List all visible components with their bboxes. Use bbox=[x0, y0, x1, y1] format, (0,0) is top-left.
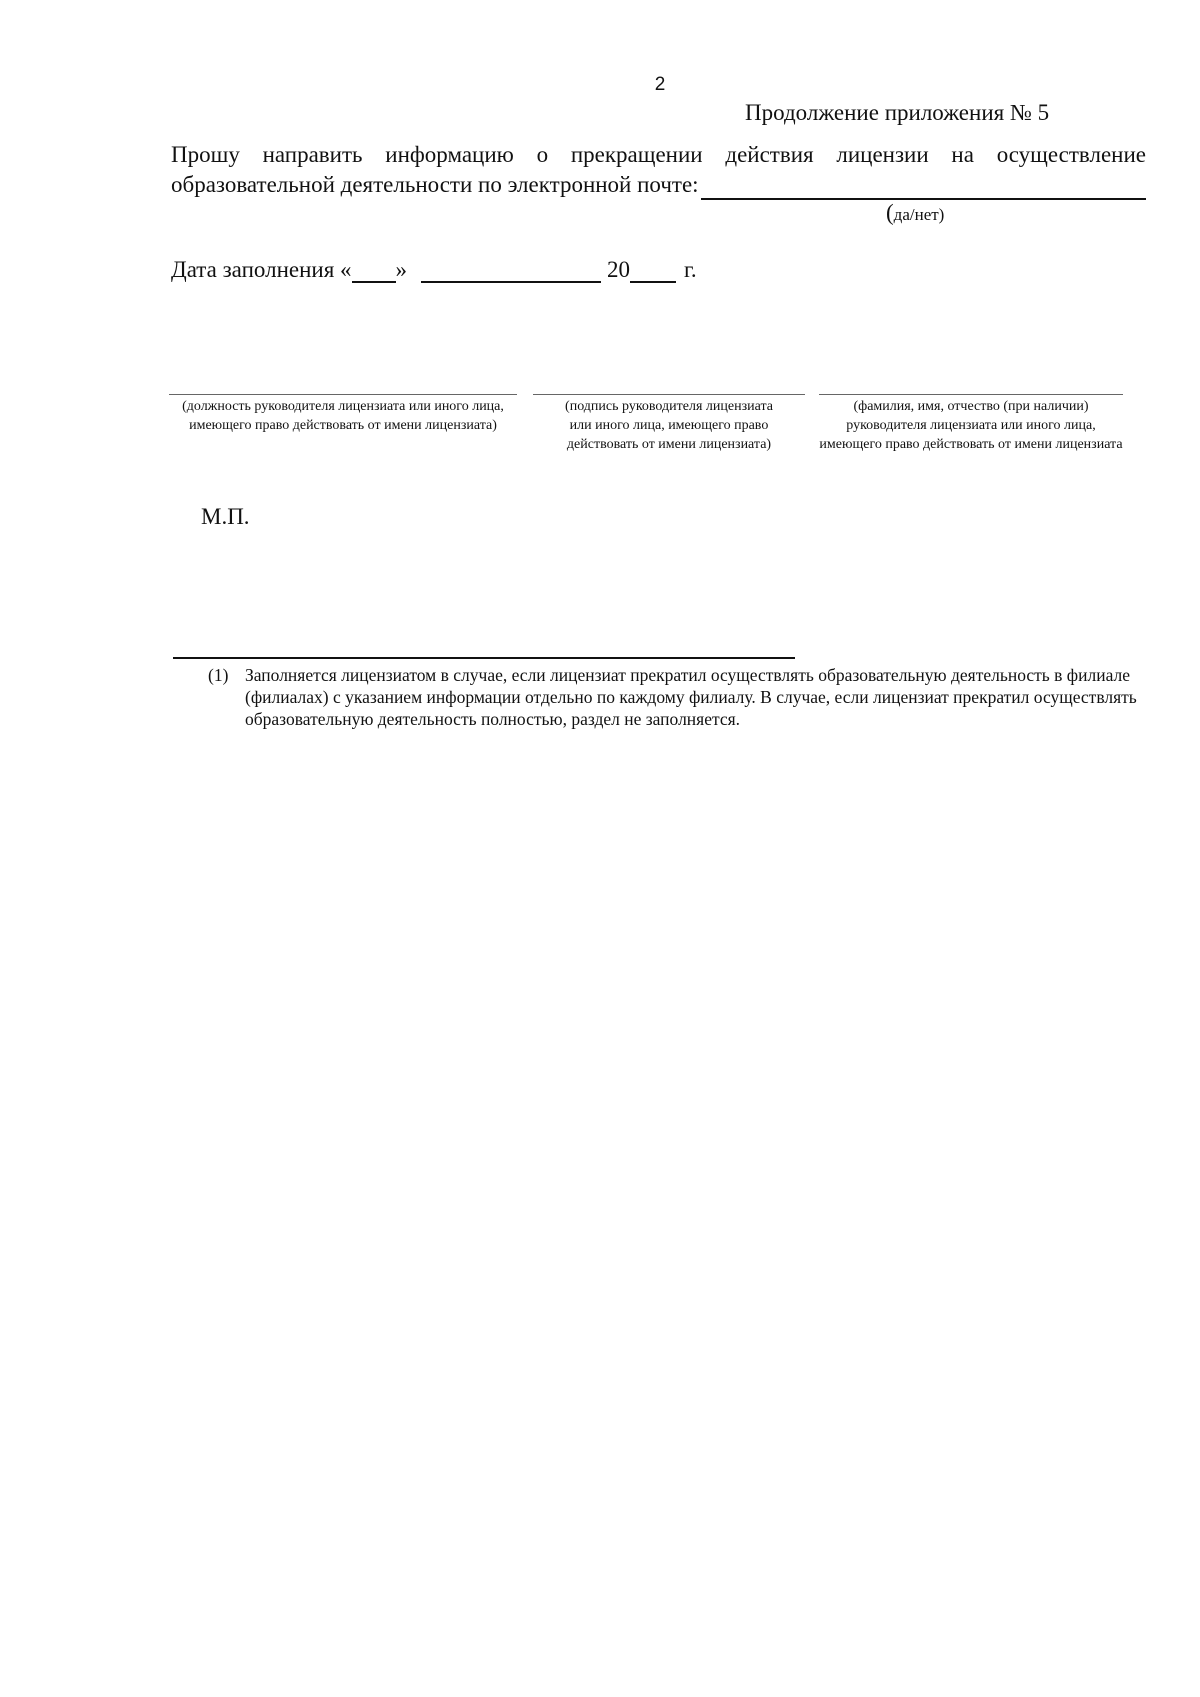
signature-column-position bbox=[169, 394, 517, 435]
month-field[interactable] bbox=[421, 261, 601, 283]
fullname-caption: (фамилия, имя, отчество (при наличии) руководителя лицензиата или иного лица, имеющего право действовать от имени лицензиата bbox=[819, 399, 1123, 452]
yes-no-label: да/нет) bbox=[893, 205, 945, 224]
stamp-label: М.П. bbox=[201, 504, 250, 529]
fill-date-row bbox=[171, 257, 697, 283]
fullname-field[interactable] bbox=[819, 394, 1123, 395]
footnote-text: Заполняется лицензиатом в случае, если лицензиат прекратил осуществлять образовательную деятельность в филиале (филиалах) с указанием информации отдельно по каждому филиалу. В случае, если лицензиат прекратил осуществлять образовательную деятельность полностью, раздел не заполняется. bbox=[245, 665, 1137, 729]
signature-caption: (подпись руководителя лицензиата или иного лица, имеющего право действовать от имени лицензиата) bbox=[565, 399, 773, 452]
year-suffix: г. bbox=[684, 257, 697, 282]
fill-date-close-quote: » bbox=[395, 257, 408, 282]
appendix-label: Продолжение приложения № 5 bbox=[745, 100, 1050, 125]
request-line-2-text: образовательной деятельности по электронной почте: bbox=[171, 172, 699, 197]
page-number: 2 bbox=[654, 74, 666, 95]
signature-column-fullname bbox=[819, 394, 1123, 454]
year-field[interactable] bbox=[630, 261, 676, 283]
request-line-1: Прошу направить информацию о прекращении действия лицензии на осуществление bbox=[171, 142, 1146, 167]
year-prefix: 20 bbox=[607, 257, 631, 282]
request-line-2 bbox=[171, 170, 1146, 200]
footnote-mark: (1) bbox=[208, 665, 229, 685]
footnote bbox=[208, 664, 1138, 730]
yes-no-hint bbox=[886, 200, 944, 226]
day-field[interactable] bbox=[352, 261, 396, 283]
footnote-separator bbox=[173, 657, 795, 659]
signature-field[interactable] bbox=[533, 394, 805, 395]
position-field[interactable] bbox=[169, 394, 517, 395]
email-answer-field[interactable] bbox=[701, 176, 1146, 200]
signature-column-signature bbox=[533, 394, 805, 454]
position-caption: (должность руководителя лицензиата или иного лица, имеющего право действовать от имени лицензиата) bbox=[182, 399, 504, 433]
yes-no-open-paren: ( bbox=[886, 200, 894, 225]
email-request-paragraph bbox=[171, 140, 1146, 200]
fill-date-label: Дата заполнения « bbox=[171, 257, 352, 282]
